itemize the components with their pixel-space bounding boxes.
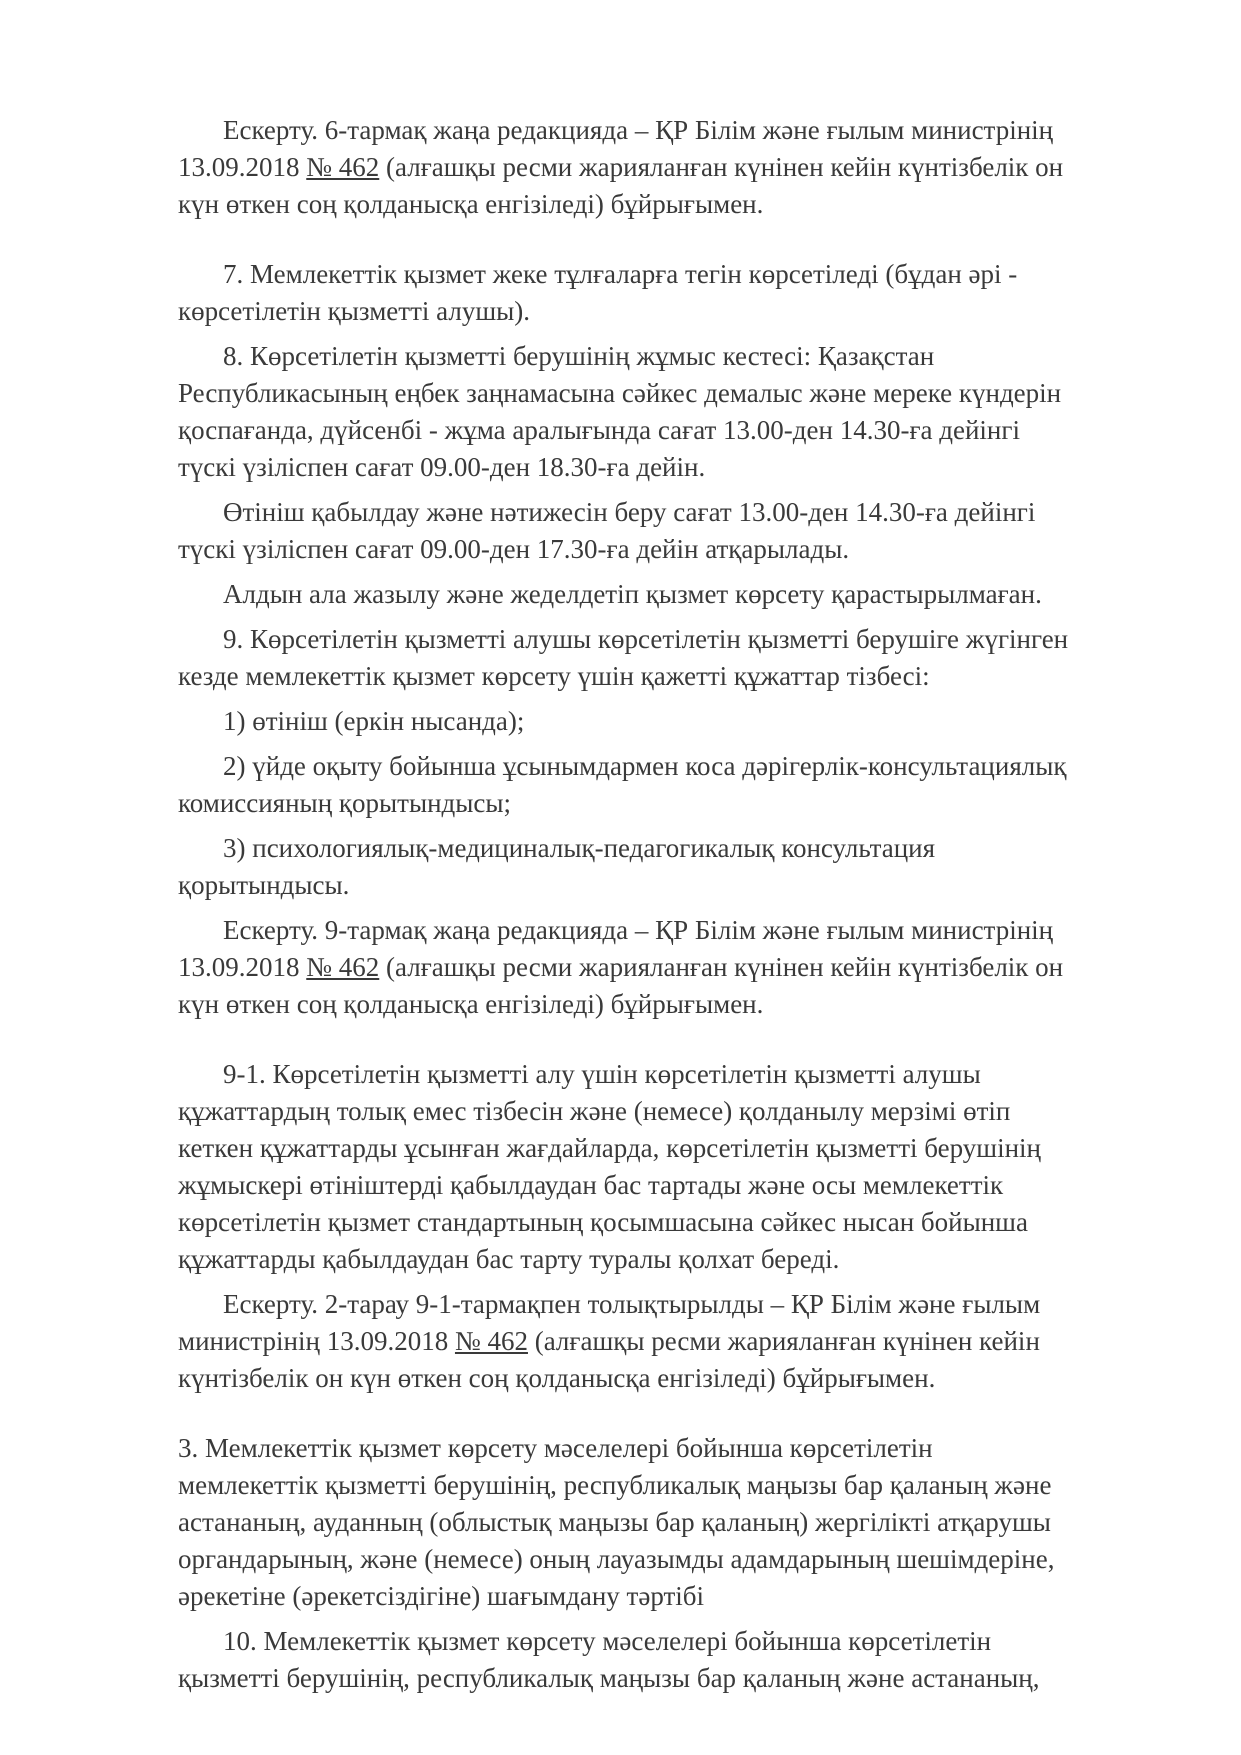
paragraph-no-booking <box>178 576 1143 613</box>
text-line: Ескерту. 2-тарау 9-1-тармақпен толықтырылды – ҚР Білім және ғылым <box>223 1289 1041 1319</box>
text-line: 8. Көрсетілетін қызметті берушінің жұмыс кестесі: Қазақстан <box>223 341 935 371</box>
text-line: мемлекеттік қызметті берушінің, республикалық маңызы бар қаланың және <box>178 1470 1052 1500</box>
section-3-heading <box>178 1430 1143 1615</box>
note-item-9 <box>178 912 1143 1023</box>
text-line: кеткен құжаттарды ұсынған жағдайларда, көрсетілетін қызметті берушінің <box>178 1133 1041 1163</box>
text-line: қоспағанда, дүйсенбі - жұма аралығында сағат 13.00-ден 14.30-ға дейінгі <box>178 415 1020 445</box>
text-line: 7. Мемлекеттік қызмет жеке тұлғаларға тегін көрсетіледі (бұдан әрі - <box>223 259 1018 289</box>
text-line: 2) үйде оқыту бойынша ұсынымдармен коса дәрігерлік-консультациялық <box>223 751 1067 781</box>
text-line: құжаттардың толық емес тізбесін және (немесе) қолданылу мерзімі өтіп <box>178 1096 1011 1126</box>
paragraph-7 <box>178 256 1143 330</box>
text-fragment: (алғашқы ресми жарияланған күнінен кейін күнтізбелік он <box>386 152 1064 182</box>
text-line: әрекетіне (әрекетсіздігіне) шағымдану тәртібі <box>178 1581 705 1611</box>
text-line: күнтізбелік он күн өткен соң қолданысқа енгізіледі) бұйрығымен. <box>178 1363 936 1393</box>
text-line: 9-1. Көрсетілетін қызметті алу үшін көрсетілетін қызметті алушы <box>223 1059 981 1089</box>
paragraph-8 <box>178 338 1143 486</box>
text-line: органдарының, және (немесе) оның лауазымды адамдарының шешімдеріне, <box>178 1544 1055 1574</box>
order-date: 13.09.2018 <box>178 952 300 982</box>
text-line: қызметті берушінің, республикалық маңызы бар қаланың және астананың, <box>178 1663 1040 1693</box>
text-line: кезде мемлекеттік қызмет көрсету үшін қажетті құжаттар тізбесі: <box>178 661 930 691</box>
text-line: күн өткен соң қолданысқа енгізіледі) бұйрығымен. <box>178 989 764 1019</box>
text-line: жұмыскері өтініштерді қабылдаудан бас тартады және осы мемлекеттік <box>178 1170 1004 1200</box>
order-462-link[interactable]: № 462 <box>454 1326 528 1356</box>
text-line <box>178 1323 1143 1360</box>
text-line: қорытындысы. <box>178 870 350 900</box>
text-fragment: (алғашқы ресми жарияланған күнінен кейін күнтізбелік он <box>386 952 1064 982</box>
text-line: күн өткен соң қолданысқа енгізіледі) бұйрығымен. <box>178 189 764 219</box>
order-date: 13.09.2018 <box>178 152 300 182</box>
text-line: көрсетілетін қызмет стандартының қосымшасына сәйкес нысан бойынша <box>178 1207 1028 1237</box>
text-line: Ескерту. 9-тармақ жаңа редакцияда – ҚР Білім және ғылым министрінің <box>223 915 1054 945</box>
paragraph-9-1 <box>178 1056 1143 1278</box>
text-line: Республикасының еңбек заңнамасына сәйкес демалыс және мереке күндерін <box>178 378 1062 408</box>
note-item-6 <box>178 112 1143 223</box>
text-line <box>178 149 1143 186</box>
text-fragment: (алғашқы ресми жарияланған күнінен кейін <box>534 1326 1040 1356</box>
text-line <box>178 949 1143 986</box>
text-line: 1) өтініш (еркін нысанда); <box>223 706 525 736</box>
text-line: 3) психологиялық-медициналық-педагогикалық консультация <box>223 833 936 863</box>
list-item-3 <box>178 830 1143 904</box>
text-line: түскі үзіліспен сағат 09.00-ден 17.30-ға дейін атқарылады. <box>178 534 850 564</box>
text-line: 10. Мемлекеттік қызмет көрсету мәселелері бойынша көрсетілетін <box>223 1626 992 1656</box>
paragraph-10 <box>178 1623 1143 1697</box>
text-line: комиссияның қорытындысы; <box>178 788 512 818</box>
list-item-2 <box>178 748 1143 822</box>
text-line: 3. Мемлекеттік қызмет көрсету мәселелері бойынша көрсетілетін <box>178 1433 933 1463</box>
text-line: түскі үзіліспен сағат 09.00-ден 18.30-ға дейін. <box>178 452 706 482</box>
document-page <box>178 112 1143 1697</box>
note-item-9-1 <box>178 1286 1143 1397</box>
text-line: астананың, ауданның (облыстық маңызы бар қаланың) жергілікті атқарушы <box>178 1507 1051 1537</box>
list-item-1 <box>178 703 1143 740</box>
text-line: көрсетілетін қызметті алушы). <box>178 296 531 326</box>
text-line: Өтініш қабылдау және нәтижесін беру сағат 13.00-ден 14.30-ға дейінгі <box>223 497 1036 527</box>
order-462-link[interactable]: № 462 <box>306 952 380 982</box>
text-fragment: министрінің 13.09.2018 <box>178 1326 449 1356</box>
text-line: құжаттарды қабылдаудан бас тарту туралы қолхат береді. <box>178 1244 840 1274</box>
paragraph-applications <box>178 494 1143 568</box>
text-line: 9. Көрсетілетін қызметті алушы көрсетілетін қызметті берушіге жүгінген <box>223 624 1069 654</box>
order-462-link[interactable]: № 462 <box>306 152 380 182</box>
text-line: Ескерту. 6-тармақ жаңа редакцияда – ҚР Білім және ғылым министрінің <box>223 115 1054 145</box>
text-line: Алдын ала жазылу және жеделдетіп қызмет көрсету қарастырылмаған. <box>223 579 1042 609</box>
paragraph-9 <box>178 621 1143 695</box>
